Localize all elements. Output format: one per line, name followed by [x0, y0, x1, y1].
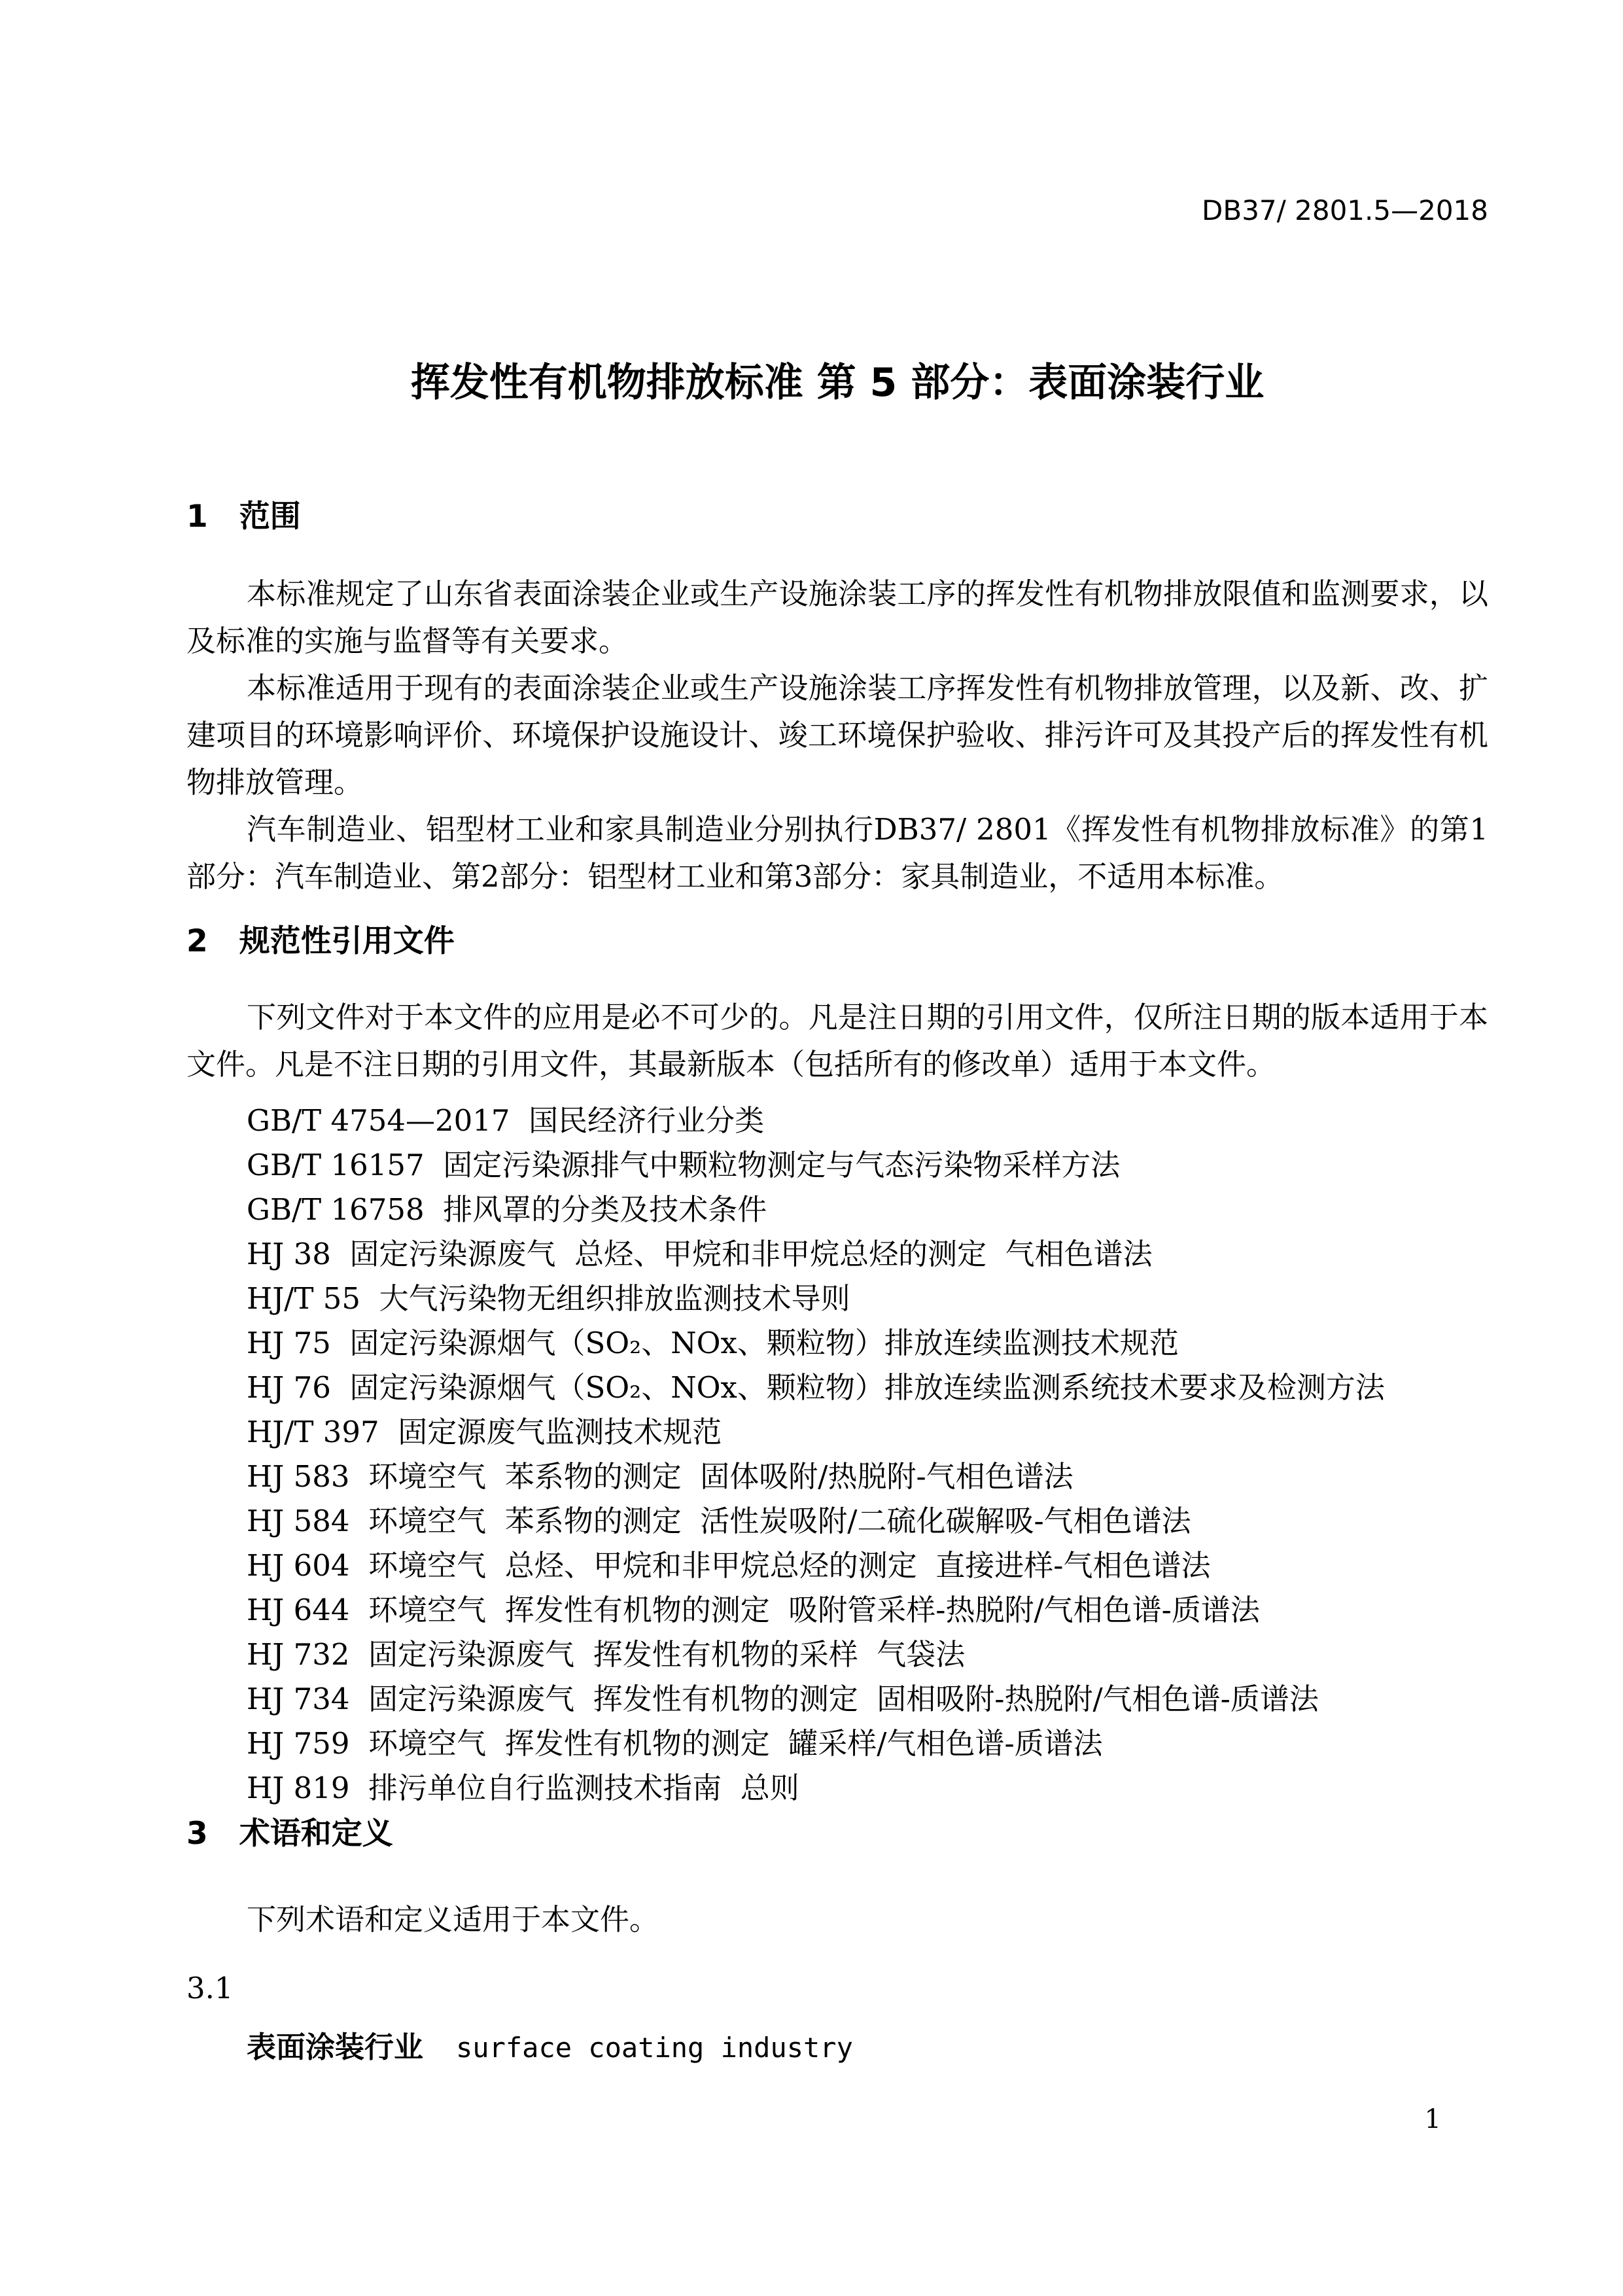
section-1-number: 1: [186, 499, 208, 535]
term-chinese: 表面涂装行业: [247, 2030, 424, 2064]
section-1-title: 范围: [239, 499, 301, 535]
section-2-heading: [186, 923, 1488, 959]
reference-item: HJ 76 固定污染源烟气（SO₂、NOx、颗粒物）排放连续监测系统技术要求及检测方法: [247, 1370, 1385, 1405]
reference-item: HJ 644 环境空气 挥发性有机物的测定 吸附管采样-热脱附/气相色谱-质谱法: [247, 1593, 1260, 1627]
section-3-number: 3: [186, 1816, 208, 1852]
paragraph: 本标准适用于现有的表面涂装企业或生产设施涂装工序挥发性有机物排放管理，以及新、改、扩建项目的环境影响评价、环境保护设施设计、竣工环境保护验收、排污许可及其投产后的挥发性有机物排放管理。: [186, 671, 1488, 800]
section-2-intro: 下列文件对于本文件的应用是必不可少的。凡是注日期的引用文件，仅所注日期的版本适用于本文件。凡是不注日期的引用文件，其最新版本（包括所有的修改单）适用于本文件。: [186, 1000, 1488, 1082]
reference-item: HJ/T 55 大气污染物无组织排放监测技术导则: [247, 1281, 850, 1316]
reference-item: HJ 732 固定污染源废气 挥发性有机物的采样 气袋法: [247, 1637, 966, 1672]
reference-item: GB/T 16758 排风罩的分类及技术条件: [247, 1192, 767, 1227]
term-definition-line: [247, 2024, 1488, 2072]
page-number: 1: [1424, 2104, 1441, 2134]
section-2-title: 规范性引用文件: [239, 923, 455, 959]
reference-item: HJ 734 固定污染源废气 挥发性有机物的测定 固相吸附-热脱附/气相色谱-质谱法: [247, 1682, 1319, 1716]
reference-item: HJ 584 环境空气 苯系物的测定 活性炭吸附/二硫化碳解吸-气相色谱法: [247, 1504, 1191, 1538]
reference-item: HJ 38 固定污染源废气 总烃、甲烷和非甲烷总烃的测定 气相色谱法: [247, 1237, 1153, 1271]
term-number: 3.1: [186, 1971, 234, 2005]
section-1-heading: [186, 501, 1488, 533]
paragraph: 汽车制造业、铝型材工业和家具制造业分别执行DB37/ 2801《挥发性有机物排放标准》的第1部分：汽车制造业、第2部分：铝型材工业和第3部分：家具制造业，不适用本标准。: [186, 812, 1488, 894]
section-3-heading: [186, 1818, 1488, 1850]
reference-item: HJ 75 固定污染源烟气（SO₂、NOx、颗粒物）排放连续监测技术规范: [247, 1326, 1179, 1360]
standard-code-header: DB37/ 2801.5—2018: [1202, 194, 1488, 226]
reference-item: GB/T 16157 固定污染源排气中颗粒物测定与气态污染物采样方法: [247, 1148, 1121, 1182]
term-english: surface coating industry: [456, 2032, 853, 2064]
paragraph: 本标准规定了山东省表面涂装企业或生产设施涂装工序的挥发性有机物排放限值和监测要求，以及标准的实施与监督等有关要求。: [186, 576, 1488, 658]
section-3-title: 术语和定义: [239, 1816, 393, 1852]
section-1-body: [186, 571, 1488, 900]
normative-references-list: [186, 1099, 1488, 1810]
reference-item: HJ 819 排污单位自行监测技术指南 总则: [247, 1771, 799, 1805]
reference-item: HJ/T 397 固定源废气监测技术规范: [247, 1415, 722, 1449]
reference-item: HJ 583 环境空气 苯系物的测定 固体吸附/热脱附-气相色谱法: [247, 1459, 1073, 1494]
section-3-intro: 下列术语和定义适用于本文件。: [247, 1902, 659, 1937]
section-2-number: 2: [186, 923, 208, 959]
reference-item: GB/T 4754—2017 国民经济行业分类: [247, 1103, 765, 1138]
reference-item: HJ 759 环境空气 挥发性有机物的测定 罐采样/气相色谱-质谱法: [247, 1726, 1103, 1761]
reference-item: HJ 604 环境空气 总烃、甲烷和非甲烷总烃的测定 直接进样-气相色谱法: [247, 1548, 1211, 1583]
document-title: 挥发性有机物排放标准 第 5 部分：表面涂装行业: [410, 360, 1265, 406]
